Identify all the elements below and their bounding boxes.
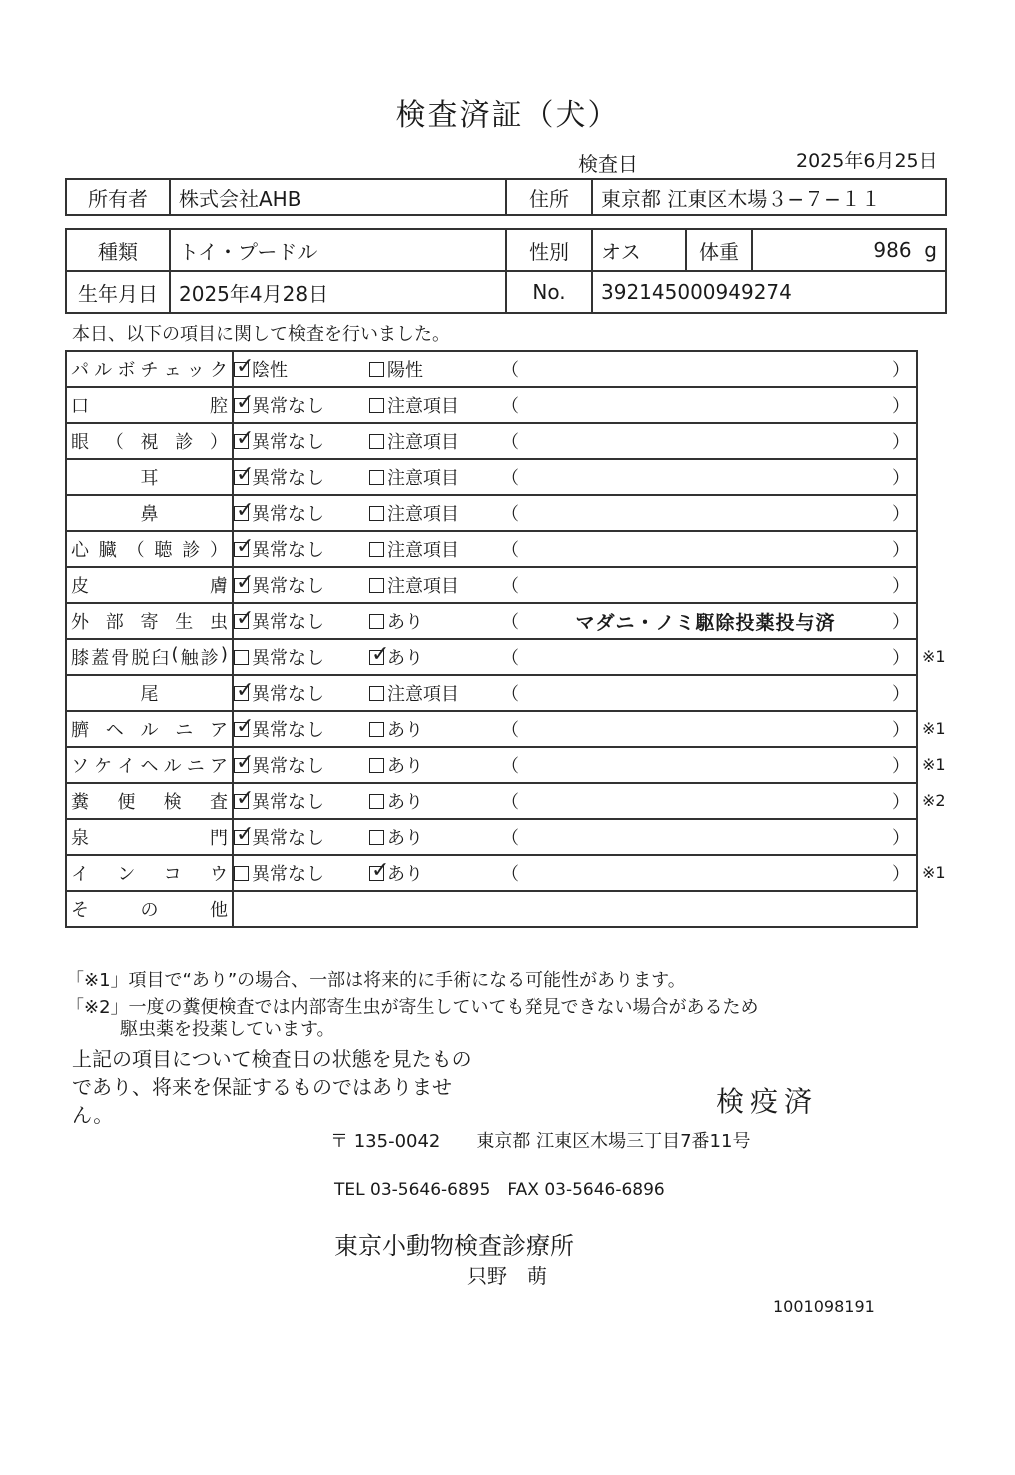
checkbox-icon[interactable] bbox=[234, 461, 255, 487]
option-label: 異常なし bbox=[252, 684, 324, 705]
check-item-text: 口 腔 bbox=[71, 396, 228, 417]
sex-label: 性別 bbox=[506, 229, 592, 271]
vet-name: 只野 萌 bbox=[467, 1264, 547, 1288]
option-label: 注意項目 bbox=[387, 396, 459, 417]
check-item-text: 尾 bbox=[140, 684, 159, 705]
check-item-text: 外 部 寄 生 虫 bbox=[71, 612, 228, 633]
check-item-text: 眼 （ 視 診 ） bbox=[71, 432, 228, 453]
check-item-text: 耳 bbox=[140, 468, 159, 489]
check-mark-icon: ✓ bbox=[371, 857, 390, 883]
option-1[interactable] bbox=[234, 860, 369, 886]
page-title: 検査済証（犬） bbox=[395, 98, 620, 133]
option-2[interactable] bbox=[369, 752, 501, 778]
option-label: 異常なし bbox=[252, 828, 324, 849]
check-row bbox=[66, 711, 917, 747]
option-2[interactable] bbox=[369, 428, 501, 454]
check-item-text: 膝 蓋 骨 脱 臼 ( 触 診 ) bbox=[71, 644, 228, 669]
option-label: 異常なし bbox=[252, 756, 324, 777]
remarks-field[interactable] bbox=[501, 464, 916, 490]
paren-close: ） bbox=[892, 432, 910, 453]
option-2[interactable] bbox=[369, 464, 501, 490]
option-label: あり bbox=[387, 864, 423, 885]
check-item-label bbox=[66, 531, 233, 567]
footnote-2-cont: 駆虫薬を投薬しています。 bbox=[120, 1019, 335, 1040]
remarks-field[interactable] bbox=[501, 392, 916, 418]
check-row bbox=[66, 747, 917, 783]
option-label: 異常なし bbox=[252, 468, 324, 489]
paren-close: ） bbox=[892, 720, 910, 741]
check-item-label bbox=[66, 603, 233, 639]
option-2[interactable] bbox=[369, 608, 501, 634]
paren-open: （ bbox=[501, 720, 519, 741]
remarks-field[interactable] bbox=[501, 716, 916, 742]
paren-close: ） bbox=[892, 396, 910, 417]
option-1[interactable] bbox=[234, 785, 369, 814]
clinic-address: 〒 135-0042 東京都 江東区木場三丁目7番11号 bbox=[330, 1131, 751, 1152]
check-item-text: パ ル ボ チ ェ ッ ク bbox=[71, 360, 228, 381]
paren-close: ） bbox=[892, 540, 910, 561]
option-label: 注意項目 bbox=[387, 540, 459, 561]
option-2[interactable] bbox=[369, 536, 501, 562]
check-item-text: 糞 便 検 査 bbox=[71, 792, 228, 813]
check-item-text: 皮 膚 bbox=[71, 576, 228, 597]
option-1[interactable] bbox=[234, 749, 369, 778]
option-1[interactable] bbox=[234, 644, 369, 670]
remarks-field[interactable] bbox=[501, 428, 916, 454]
check-item-text: イ ン コ ウ bbox=[71, 864, 228, 885]
check-row bbox=[66, 639, 917, 675]
remarks-text: マダニ・ノミ駆除投薬投与済 bbox=[575, 611, 836, 634]
check-item-label bbox=[66, 423, 233, 459]
option-1[interactable] bbox=[234, 605, 369, 634]
check-item-text: 泉 門 bbox=[71, 828, 228, 849]
option-label: 異常なし bbox=[252, 396, 324, 417]
paren-open: （ bbox=[501, 864, 519, 885]
check-mark-icon: ✓ bbox=[236, 569, 255, 595]
option-label: あり bbox=[387, 792, 423, 813]
option-label: 異常なし bbox=[252, 792, 324, 813]
sex-value: オス bbox=[592, 229, 686, 271]
option-label: 注意項目 bbox=[387, 576, 459, 597]
paren-close: ） bbox=[892, 864, 910, 885]
check-options bbox=[233, 711, 917, 747]
paren-open: （ bbox=[501, 792, 519, 813]
checkbox-icon[interactable] bbox=[234, 569, 255, 595]
option-2[interactable] bbox=[369, 716, 501, 742]
check-options bbox=[233, 639, 917, 675]
checkbox-icon[interactable] bbox=[234, 785, 255, 811]
check-row bbox=[66, 603, 917, 639]
remarks-field[interactable] bbox=[501, 680, 916, 706]
check-options bbox=[233, 603, 917, 639]
check-item-label bbox=[66, 495, 233, 531]
remarks-field[interactable] bbox=[501, 572, 916, 598]
checkbox-icon[interactable] bbox=[369, 614, 384, 629]
check-row bbox=[66, 819, 917, 855]
check-item-label bbox=[66, 855, 233, 891]
remarks-field[interactable] bbox=[501, 824, 916, 850]
check-item-label bbox=[66, 747, 233, 783]
checkbox-icon[interactable] bbox=[369, 362, 384, 377]
option-1[interactable] bbox=[234, 461, 369, 490]
checkbox-icon[interactable] bbox=[234, 389, 255, 415]
option-label: あり bbox=[387, 612, 423, 633]
paren-close: ） bbox=[892, 756, 910, 777]
option-2[interactable] bbox=[369, 857, 501, 886]
option-1[interactable] bbox=[234, 497, 369, 526]
checkbox-icon[interactable] bbox=[234, 866, 249, 881]
breed-label: 種類 bbox=[66, 229, 170, 271]
checkbox-icon[interactable] bbox=[369, 398, 384, 413]
check-item-text: 臍 ヘ ル ニ ア bbox=[71, 720, 228, 741]
paren-close: ） bbox=[892, 576, 910, 597]
option-2[interactable] bbox=[369, 641, 501, 670]
option-1[interactable] bbox=[234, 713, 369, 742]
footnote-mark: ※1 bbox=[922, 755, 946, 774]
option-1[interactable] bbox=[234, 677, 369, 706]
checkbox-icon[interactable] bbox=[234, 650, 249, 665]
dob-value: 2025年4月28日 bbox=[170, 271, 506, 313]
check-mark-icon: ✓ bbox=[236, 461, 255, 487]
paren-open: （ bbox=[501, 468, 519, 489]
check-row bbox=[66, 531, 917, 567]
remarks-field[interactable] bbox=[501, 860, 916, 886]
weight-unit: g bbox=[924, 238, 937, 262]
check-options bbox=[233, 819, 917, 855]
weight-field bbox=[752, 229, 946, 271]
check-item-label bbox=[66, 639, 233, 675]
option-1[interactable] bbox=[234, 353, 369, 382]
exam-date: 2025年6月25日 bbox=[796, 150, 938, 172]
footnote-mark: ※2 bbox=[922, 791, 946, 810]
option-label: 異常なし bbox=[252, 648, 324, 669]
check-mark-icon: ✓ bbox=[236, 389, 255, 415]
option-label: 異常なし bbox=[252, 540, 324, 561]
owner-table bbox=[65, 178, 947, 216]
option-1[interactable] bbox=[234, 821, 369, 850]
check-mark-icon: ✓ bbox=[236, 713, 255, 739]
option-label: あり bbox=[387, 756, 423, 777]
check-mark-icon: ✓ bbox=[236, 353, 255, 379]
option-label: 注意項目 bbox=[387, 468, 459, 489]
remarks-field[interactable] bbox=[501, 644, 916, 670]
check-mark-icon: ✓ bbox=[236, 533, 255, 559]
checkbox-icon[interactable] bbox=[234, 605, 255, 631]
option-1[interactable] bbox=[234, 569, 369, 598]
no-value: 392145000949274 bbox=[592, 271, 946, 313]
check-mark-icon: ✓ bbox=[371, 641, 390, 667]
paren-open: （ bbox=[501, 396, 519, 417]
option-label: 陰性 bbox=[252, 360, 288, 381]
check-item-label bbox=[66, 819, 233, 855]
paren-open: （ bbox=[501, 684, 519, 705]
check-options bbox=[233, 783, 917, 819]
check-options bbox=[233, 387, 917, 423]
other-label-cell bbox=[66, 891, 233, 927]
weight-value: 986 bbox=[873, 238, 912, 262]
option-2[interactable] bbox=[369, 356, 501, 382]
option-label: 注意項目 bbox=[387, 432, 459, 453]
paren-close: ） bbox=[892, 360, 910, 381]
check-options bbox=[233, 459, 917, 495]
option-label: あり bbox=[387, 648, 423, 669]
check-mark-icon: ✓ bbox=[236, 497, 255, 523]
check-mark-icon: ✓ bbox=[236, 785, 255, 811]
paren-open: （ bbox=[501, 756, 519, 777]
checkbox-icon[interactable] bbox=[369, 686, 384, 701]
check-item-label bbox=[66, 459, 233, 495]
option-label: 注意項目 bbox=[387, 504, 459, 525]
check-mark-icon: ✓ bbox=[236, 749, 255, 775]
option-label: 異常なし bbox=[252, 864, 324, 885]
check-options bbox=[233, 747, 917, 783]
remarks-field[interactable] bbox=[501, 752, 916, 778]
footnote-mark: ※1 bbox=[922, 863, 946, 882]
option-2[interactable] bbox=[369, 680, 501, 706]
check-item-label bbox=[66, 675, 233, 711]
paren-open: （ bbox=[501, 504, 519, 525]
breed-value: トイ・プードル bbox=[170, 229, 506, 271]
checkbox-icon[interactable] bbox=[369, 758, 384, 773]
checkbox-icon[interactable] bbox=[369, 857, 390, 883]
option-2[interactable] bbox=[369, 824, 501, 850]
remarks-field[interactable] bbox=[501, 500, 916, 526]
paren-open: （ bbox=[501, 828, 519, 849]
no-label: No. bbox=[506, 271, 592, 313]
check-item-text: ソ ケ イ ヘ ル ニ ア bbox=[71, 756, 228, 777]
paren-close: ） bbox=[892, 792, 910, 813]
remarks-field[interactable] bbox=[501, 788, 916, 814]
option-1[interactable] bbox=[234, 425, 369, 454]
option-1[interactable] bbox=[234, 389, 369, 418]
exam-date-label: 検査日 bbox=[578, 152, 638, 176]
paren-close: ） bbox=[892, 468, 910, 489]
check-table bbox=[65, 350, 918, 928]
checkbox-icon[interactable] bbox=[234, 425, 255, 451]
option-label: 異常なし bbox=[252, 504, 324, 525]
serial-number: 1001098191 bbox=[773, 1297, 875, 1316]
check-mark-icon: ✓ bbox=[236, 677, 255, 703]
checkbox-icon[interactable] bbox=[369, 722, 384, 737]
check-mark-icon: ✓ bbox=[236, 605, 255, 631]
footnote-1: 「※1」項目で“あり”の場合、一部は将来的に手術になる可能性があります。 bbox=[66, 970, 686, 991]
other-row bbox=[66, 891, 917, 927]
check-mark-icon: ✓ bbox=[236, 821, 255, 847]
checkbox-icon[interactable] bbox=[234, 533, 255, 559]
paren-close: ） bbox=[892, 648, 910, 669]
clinic-name: 東京小動物検査診療所 bbox=[334, 1232, 574, 1260]
paren-close: ） bbox=[892, 504, 910, 525]
dob-label: 生年月日 bbox=[66, 271, 170, 313]
paren-open: （ bbox=[501, 648, 519, 669]
paren-close: ） bbox=[891, 611, 910, 633]
quarantine-seal: 検疫済 bbox=[716, 1085, 819, 1118]
checkbox-icon[interactable] bbox=[369, 578, 384, 593]
option-label: 異常なし bbox=[252, 612, 324, 633]
option-label: 異常なし bbox=[252, 720, 324, 741]
check-item-label bbox=[66, 711, 233, 747]
other-label: そ の 他 bbox=[71, 900, 228, 921]
check-item-label bbox=[66, 387, 233, 423]
clinic-tel-fax: TEL 03-5646-6895 FAX 03-5646-6896 bbox=[334, 1180, 665, 1200]
check-item-label bbox=[66, 783, 233, 819]
paren-open: （ bbox=[501, 360, 519, 381]
paren-open: （ bbox=[501, 576, 519, 597]
check-item-label bbox=[66, 351, 233, 387]
other-field[interactable] bbox=[233, 891, 917, 927]
weight-label: 体重 bbox=[686, 229, 752, 271]
owner-label: 所有者 bbox=[66, 179, 170, 215]
check-row bbox=[66, 423, 917, 459]
owner-value: 株式会社AHB bbox=[170, 179, 506, 215]
footnote-mark: ※1 bbox=[922, 719, 946, 738]
checkbox-icon[interactable] bbox=[234, 497, 255, 523]
check-row bbox=[66, 567, 917, 603]
check-options bbox=[233, 531, 917, 567]
checkbox-icon[interactable] bbox=[234, 749, 255, 775]
option-2[interactable] bbox=[369, 392, 501, 418]
option-1[interactable] bbox=[234, 533, 369, 562]
checkbox-icon[interactable] bbox=[369, 794, 384, 809]
checkbox-icon[interactable] bbox=[369, 434, 384, 449]
option-2[interactable] bbox=[369, 788, 501, 814]
checkbox-icon[interactable] bbox=[369, 542, 384, 557]
option-label: 異常なし bbox=[252, 432, 324, 453]
option-2[interactable] bbox=[369, 500, 501, 526]
pet-table bbox=[65, 228, 947, 314]
remarks-field[interactable] bbox=[501, 536, 916, 562]
address-value: 東京都 江東区木場３−７−１１ bbox=[592, 179, 946, 215]
check-row bbox=[66, 783, 917, 819]
disclaimer: 上記の項目について検査日の状態を見たものであり、将来を保証するものではありません。 bbox=[72, 1047, 472, 1127]
checkbox-icon[interactable] bbox=[234, 677, 255, 703]
checkbox-icon[interactable] bbox=[234, 713, 255, 739]
option-2[interactable] bbox=[369, 572, 501, 598]
checkbox-icon[interactable] bbox=[234, 353, 255, 379]
check-mark-icon: ✓ bbox=[236, 425, 255, 451]
check-item-text: 鼻 bbox=[140, 504, 159, 525]
check-options bbox=[233, 495, 917, 531]
footnote-2: 「※2」一度の糞便検査では内部寄生虫が寄生していても発見できない場合があるため bbox=[66, 997, 759, 1018]
checkbox-icon[interactable] bbox=[369, 830, 384, 845]
paren-open: （ bbox=[501, 540, 519, 561]
address-label: 住所 bbox=[506, 179, 592, 215]
check-row bbox=[66, 855, 917, 891]
remarks-field[interactable] bbox=[501, 356, 916, 382]
intro-text: 本日、以下の項目に関して検査を行いました。 bbox=[72, 324, 450, 345]
check-options bbox=[233, 567, 917, 603]
check-row bbox=[66, 675, 917, 711]
check-options bbox=[233, 675, 917, 711]
paren-open: （ bbox=[501, 432, 519, 453]
option-label: あり bbox=[387, 828, 423, 849]
check-item-label bbox=[66, 567, 233, 603]
checkbox-icon[interactable] bbox=[369, 641, 390, 667]
check-row bbox=[66, 495, 917, 531]
paren-open: （ bbox=[501, 611, 519, 633]
option-label: 陽性 bbox=[387, 360, 423, 381]
checkbox-icon[interactable] bbox=[369, 470, 384, 485]
remarks-field[interactable] bbox=[501, 608, 916, 635]
check-options bbox=[233, 855, 917, 891]
check-row bbox=[66, 459, 917, 495]
footnote-mark: ※1 bbox=[922, 647, 946, 666]
check-item-text: 心 臓 （ 聴 診 ） bbox=[71, 540, 228, 561]
check-options bbox=[233, 423, 917, 459]
check-row bbox=[66, 351, 917, 387]
check-options bbox=[233, 351, 917, 387]
checkbox-icon[interactable] bbox=[234, 821, 255, 847]
option-label: 注意項目 bbox=[387, 684, 459, 705]
option-label: 異常なし bbox=[252, 576, 324, 597]
paren-close: ） bbox=[892, 684, 910, 705]
check-row bbox=[66, 387, 917, 423]
option-label: あり bbox=[387, 720, 423, 741]
checkbox-icon[interactable] bbox=[369, 506, 384, 521]
paren-close: ） bbox=[892, 828, 910, 849]
